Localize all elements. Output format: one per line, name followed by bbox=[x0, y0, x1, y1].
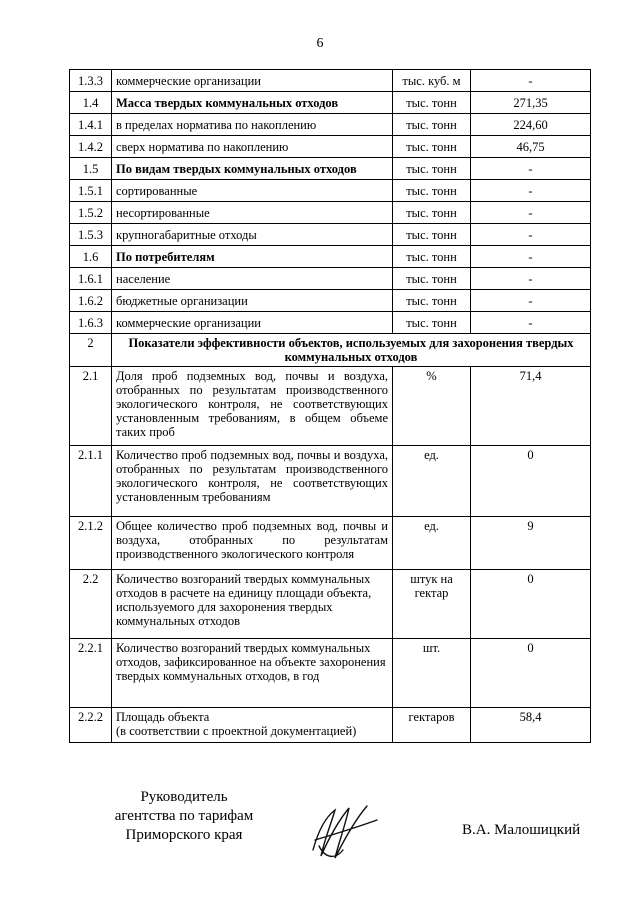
row-number: 1.5.1 bbox=[70, 180, 112, 202]
row-number: 2.1.1 bbox=[70, 446, 112, 517]
handwritten-signature bbox=[305, 798, 385, 868]
row-indicator-name: Количество возгораний твердых коммунальных отходов, зафиксированное на объекте захоронения твердых коммунальных отходов, в год bbox=[112, 639, 393, 708]
row-indicator-name: бюджетные организации bbox=[112, 290, 393, 312]
signer-position bbox=[84, 788, 284, 845]
section-number: 2 bbox=[70, 334, 112, 367]
row-indicator-name: Площадь объекта (в соответствии с проектной документацией) bbox=[112, 708, 393, 743]
row-unit: тыс. тонн bbox=[393, 136, 471, 158]
table-row bbox=[70, 114, 591, 136]
row-number: 1.4.2 bbox=[70, 136, 112, 158]
row-value: - bbox=[471, 70, 591, 92]
row-indicator-name: крупногабаритные отходы bbox=[112, 224, 393, 246]
indicators-table-body bbox=[70, 70, 591, 743]
row-value: - bbox=[471, 202, 591, 224]
row-number: 2.1.2 bbox=[70, 517, 112, 570]
row-value: 224,60 bbox=[471, 114, 591, 136]
row-unit: гектаров bbox=[393, 708, 471, 743]
row-number: 1.4.1 bbox=[70, 114, 112, 136]
signer-position-line-3: Приморского края bbox=[125, 827, 243, 843]
row-value: - bbox=[471, 224, 591, 246]
table-row bbox=[70, 367, 591, 446]
row-value: 0 bbox=[471, 446, 591, 517]
table-row bbox=[70, 136, 591, 158]
table-row bbox=[70, 246, 591, 268]
table-row bbox=[70, 570, 591, 639]
table-row bbox=[70, 70, 591, 92]
row-value: 0 bbox=[471, 570, 591, 639]
row-number: 2.1 bbox=[70, 367, 112, 446]
row-unit: тыс. тонн bbox=[393, 268, 471, 290]
table-row bbox=[70, 639, 591, 708]
row-unit: тыс. тонн bbox=[393, 290, 471, 312]
row-unit: тыс. тонн bbox=[393, 202, 471, 224]
signer-name: В.А. Малошицкий bbox=[462, 822, 581, 838]
row-unit: ед. bbox=[393, 517, 471, 570]
table-row bbox=[70, 202, 591, 224]
section-title: Показатели эффективности объектов, используемых для захоронения твердых коммунальных отходов bbox=[112, 334, 591, 367]
row-indicator-name: население bbox=[112, 268, 393, 290]
row-number: 2.2 bbox=[70, 570, 112, 639]
table-row bbox=[70, 92, 591, 114]
row-indicator-name: в пределах норматива по накоплению bbox=[112, 114, 393, 136]
row-number: 1.3.3 bbox=[70, 70, 112, 92]
row-unit: % bbox=[393, 367, 471, 446]
row-number: 1.6.1 bbox=[70, 268, 112, 290]
row-number: 2.2.2 bbox=[70, 708, 112, 743]
table-row bbox=[70, 290, 591, 312]
row-number: 1.5.2 bbox=[70, 202, 112, 224]
row-number: 1.6.2 bbox=[70, 290, 112, 312]
table-row bbox=[70, 180, 591, 202]
row-value: 271,35 bbox=[471, 92, 591, 114]
row-unit: тыс. тонн bbox=[393, 224, 471, 246]
row-value: - bbox=[471, 246, 591, 268]
row-number: 1.5.3 bbox=[70, 224, 112, 246]
signer-position-line-1: Руководитель bbox=[140, 789, 228, 805]
row-value: 9 bbox=[471, 517, 591, 570]
row-unit: тыс. тонн bbox=[393, 312, 471, 334]
row-number: 1.6 bbox=[70, 246, 112, 268]
row-indicator-name: По потребителям bbox=[112, 246, 393, 268]
row-value: - bbox=[471, 158, 591, 180]
row-unit: тыс. куб. м bbox=[393, 70, 471, 92]
row-value: - bbox=[471, 180, 591, 202]
row-number: 1.5 bbox=[70, 158, 112, 180]
row-unit: тыс. тонн bbox=[393, 180, 471, 202]
row-indicator-name: несортированные bbox=[112, 202, 393, 224]
section-header-row bbox=[70, 334, 591, 367]
page-number: 6 bbox=[316, 36, 324, 51]
row-value: - bbox=[471, 268, 591, 290]
row-number: 1.6.3 bbox=[70, 312, 112, 334]
signer-position-line-2: агентства по тарифам bbox=[114, 808, 254, 824]
table-row bbox=[70, 224, 591, 246]
row-unit: тыс. тонн bbox=[393, 158, 471, 180]
row-indicator-name: сортированные bbox=[112, 180, 393, 202]
table-row bbox=[70, 517, 591, 570]
table-row bbox=[70, 708, 591, 743]
row-indicator-name: Общее количество проб подземных вод, почвы и воздуха, отобранных по результатам производственного экологического контроля bbox=[112, 517, 393, 570]
row-value: 0 bbox=[471, 639, 591, 708]
row-indicator-name: По видам твердых коммунальных отходов bbox=[112, 158, 393, 180]
table-row bbox=[70, 158, 591, 180]
row-value: - bbox=[471, 290, 591, 312]
row-indicator-name: Количество возгораний твердых коммунальных отходов в расчете на единицу площади объекта, используемого для захоронения твердых коммунальных отходов bbox=[112, 570, 393, 639]
row-unit: тыс. тонн bbox=[393, 246, 471, 268]
row-value: 71,4 bbox=[471, 367, 591, 446]
row-indicator-name: Количество проб подземных вод, почвы и воздуха, отобранных по результатам производственного экологического контроля, не соответствующих установленным требованиям bbox=[112, 446, 393, 517]
row-indicator-name: сверх норматива по накоплению bbox=[112, 136, 393, 158]
row-number: 1.4 bbox=[70, 92, 112, 114]
indicators-table bbox=[69, 69, 591, 743]
row-indicator-name: Масса твердых коммунальных отходов bbox=[112, 92, 393, 114]
row-value: 46,75 bbox=[471, 136, 591, 158]
row-unit: тыс. тонн bbox=[393, 114, 471, 136]
table-row bbox=[70, 312, 591, 334]
row-value: - bbox=[471, 312, 591, 334]
row-value: 58,4 bbox=[471, 708, 591, 743]
row-unit: ед. bbox=[393, 446, 471, 517]
row-indicator-name: коммерческие организации bbox=[112, 70, 393, 92]
row-unit: штук на гектар bbox=[393, 570, 471, 639]
table-row bbox=[70, 446, 591, 517]
row-unit: тыс. тонн bbox=[393, 92, 471, 114]
row-number: 2.2.1 bbox=[70, 639, 112, 708]
row-indicator-name: Доля проб подземных вод, почвы и воздуха, отобранных по результатам производственного экологического контроля, не соответствующих установленным требованиям, в общем объеме таких проб bbox=[112, 367, 393, 446]
row-indicator-name: коммерческие организации bbox=[112, 312, 393, 334]
row-unit: шт. bbox=[393, 639, 471, 708]
table-row bbox=[70, 268, 591, 290]
